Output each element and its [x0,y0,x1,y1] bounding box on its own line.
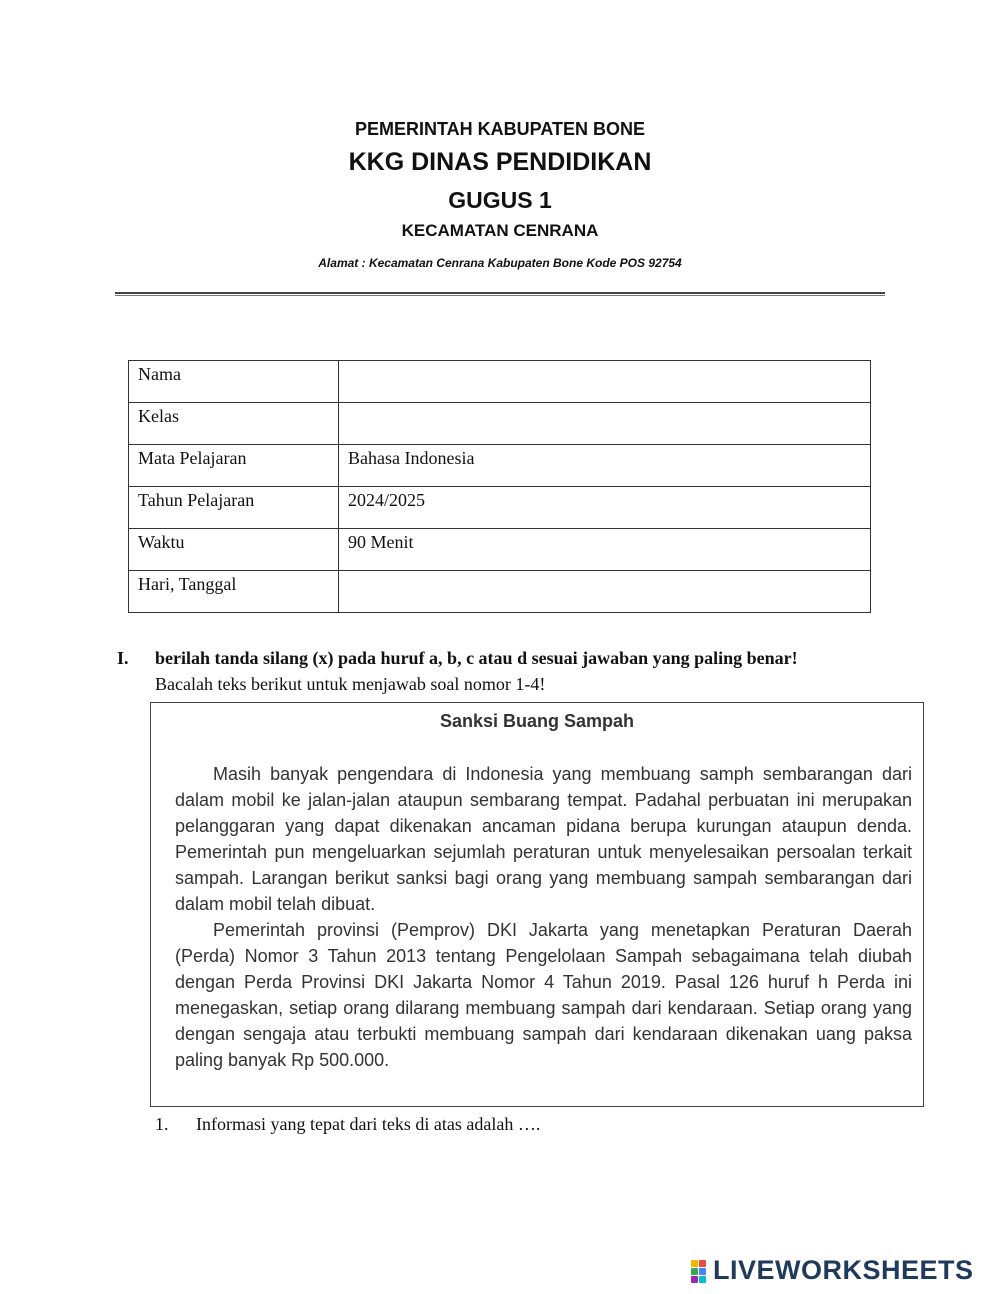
liveworksheets-logo-text: LIVEWORKSHEETS [713,1254,974,1285]
table-row [129,445,871,487]
liveworksheets-logo [691,1256,974,1284]
header-divider-thin [115,295,885,296]
section-number: I. [117,648,129,668]
passage-paragraph: Masih banyak pengendara di Indonesia yang membuang samph sembarangan dari dalam mobil ke jalan-jalan ataupun sembarang tempat. Padahal perbuatan ini merupakan pelanggaran yang dapat dikenakan ancaman pidana berupa kurungan ataupun denda. Pemerintah pun mengeluarkan sejumlah peraturan untuk menyelesaikan persoalan terkait sampah. Larangan berikut sanksi bagi orang yang membuang sampah sembarangan dari dalam mobil telah dibuat. [175,764,912,914]
section-subtext: Bacalah teks berikut untuk menjawab soal nomor 1-4! [155,674,546,694]
passage-body [175,761,912,1073]
table-row [129,529,871,571]
header-address: Alamat : Kecamatan Cenrana Kabupaten Bone Kode POS 92754 [318,256,682,270]
student-info-table [128,360,871,613]
row-value: 90 Menit [339,529,871,571]
table-row [129,403,871,445]
table-row [129,571,871,613]
header-line-2: KKG DINAS PENDIDIKAN [348,148,652,176]
row-label: Mata Pelajaran [129,445,339,487]
row-value: Bahasa Indonesia [339,445,871,487]
reading-passage-box [150,702,924,1107]
table-row [129,361,871,403]
passage-title: Sanksi Buang Sampah [439,711,635,731]
row-label: Tahun Pelajaran [129,487,339,529]
header-line-3: GUGUS 1 [448,187,552,213]
passage-paragraph: Pemerintah provinsi (Pemprov) DKI Jakarta yang menetapkan Peraturan Daerah (Perda) Nomor 3 Tahun 2013 tentang Pengelolaan Sampah sebagaimana telah diubah dengan Perda Provinsi DKI Jakarta Nomor 4 Tahun 2019. Pasal 126 huruf h Perda ini menegaskan, setiap orang dilarang membuang sampah dari kendaraan. Setiap orang yang dengan sengaja atau terbukti membuang sampah dari kendaraan dikenakan uang paksa paling banyak Rp 500.000. [175,920,912,1070]
row-label: Hari, Tanggal [129,571,339,613]
header-line-4: KECAMATAN CENRANA [401,221,599,240]
question-text: Informasi yang tepat dari teks di atas adalah …. [196,1114,541,1134]
row-label: Waktu [129,529,339,571]
question-number: 1. [155,1114,169,1134]
row-label: Kelas [129,403,339,445]
table-row [129,487,871,529]
row-value[interactable] [339,403,871,445]
row-value[interactable] [339,361,871,403]
row-label: Nama [129,361,339,403]
section-instruction: berilah tanda silang (x) pada huruf a, b, c atau d sesuai jawaban yang paling benar! [155,648,798,668]
row-value[interactable] [339,571,871,613]
header-line-1: PEMERINTAH KABUPATEN BONE [354,119,645,139]
liveworksheets-logo-icon [691,1258,711,1282]
header-divider [115,292,885,294]
row-value: 2024/2025 [339,487,871,529]
